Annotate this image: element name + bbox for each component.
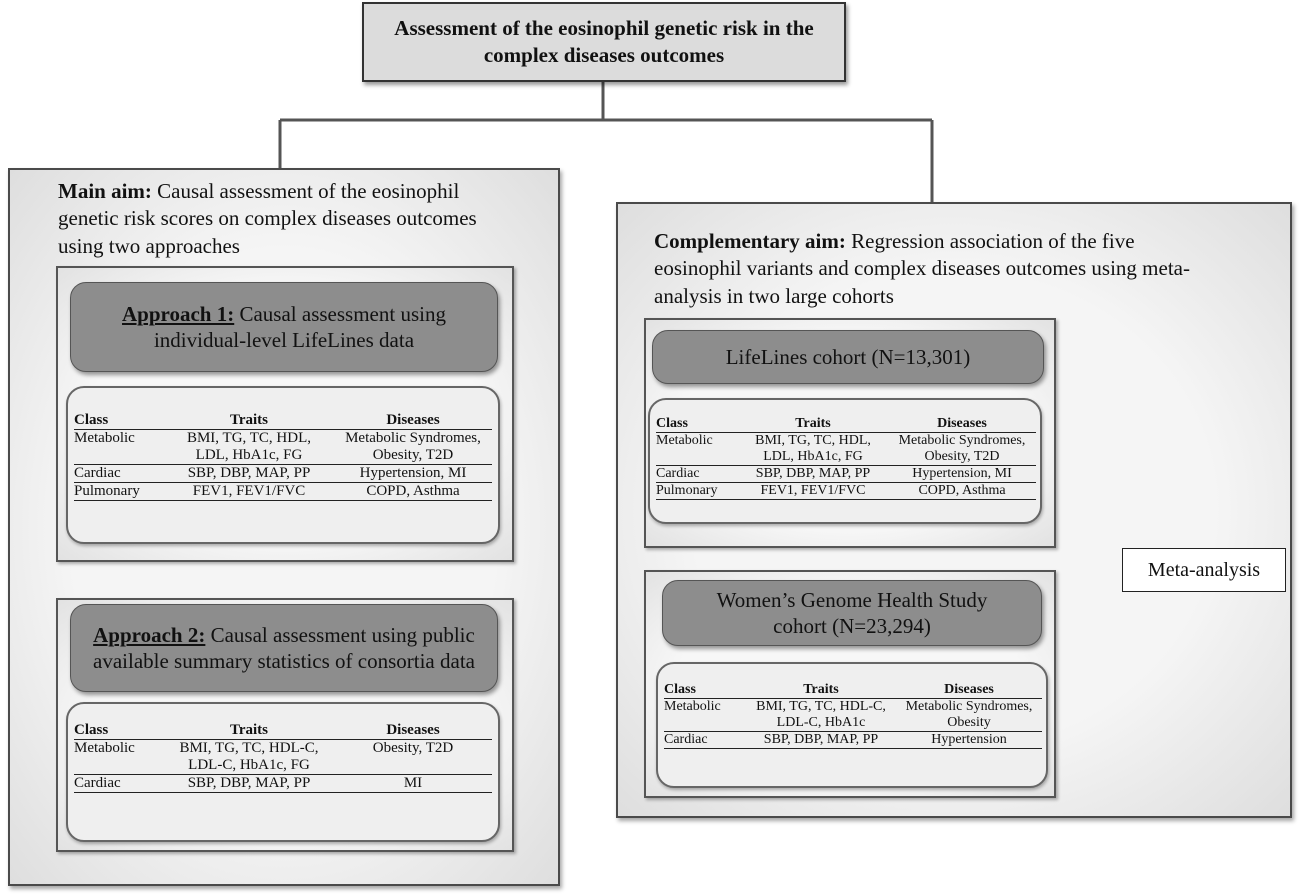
traits-cell: SBP, DBP, MAP, PP [755, 466, 871, 481]
table-header-row [664, 682, 1042, 699]
class-cell: Pulmonary [656, 483, 718, 498]
diseases-cell: Hypertension [931, 732, 1007, 747]
approach2-table [74, 722, 492, 793]
table-header-row [74, 412, 492, 430]
class-cell: Metabolic [74, 740, 135, 756]
diseases-cell: COPD, Asthma [918, 483, 1006, 498]
traits-cell: SBP, DBP, MAP, PP [187, 775, 311, 791]
main-aim-text [58, 178, 518, 260]
table-row [656, 482, 1036, 500]
diseases-cell: Metabolic Syndromes, Obesity, T2D [345, 430, 481, 463]
class-cell: Class [656, 416, 688, 431]
class-cell: Class [664, 682, 696, 697]
table-row [664, 699, 1042, 731]
wghs-header [662, 580, 1042, 646]
main-aim-body: Causal assessment of the eosinophil genetic risk scores on complex diseases outcomes using two approaches [58, 179, 477, 258]
diseases-cell: MI [403, 775, 423, 791]
traits-cell: SBP, DBP, MAP, PP [763, 732, 879, 747]
lifelines-title: LifeLines cohort (N=13,301) [725, 344, 971, 369]
complementary-aim-label: Complementary aim: [654, 229, 846, 253]
table-header-row [656, 416, 1036, 433]
wghs-table [664, 682, 1042, 749]
diseases-cell: Diseases [386, 412, 440, 428]
table-row [656, 465, 1036, 482]
traits-cell: BMI, TG, TC, HDL-C, LDL-C, HbA1c, FG [179, 740, 319, 773]
traits-cell: BMI, TG, TC, HDL, LDL, HbA1c, FG [755, 433, 871, 464]
diseases-cell: Diseases [386, 722, 440, 738]
lifelines-table [656, 416, 1036, 500]
class-cell: Metabolic [656, 433, 713, 448]
table-row [74, 430, 492, 464]
diseases-cell: Obesity, T2D [372, 740, 454, 756]
approach2-header [70, 604, 498, 692]
approach1-header [70, 282, 498, 372]
class-cell: Metabolic [74, 430, 135, 446]
table-row [74, 482, 492, 501]
traits-cell: Traits [803, 682, 839, 697]
complementary-aim-body: Regression association of the five eosinophil variants and complex diseases outcomes using meta-analysis in two large cohorts [654, 229, 1190, 308]
table-row [74, 740, 492, 774]
traits-cell: Traits [229, 412, 269, 428]
table-row [74, 464, 492, 482]
class-cell: Class [74, 722, 109, 738]
meta-analysis-box [1122, 548, 1286, 592]
traits-cell: BMI, TG, TC, HDL-C, LDL-C, HbA1c [756, 699, 886, 730]
traits-cell: Traits [229, 722, 269, 738]
approach2-label: Approach 2: [93, 622, 206, 647]
lifelines-header [652, 330, 1044, 384]
traits-cell: BMI, TG, TC, HDL, LDL, HbA1c, FG [186, 430, 312, 463]
traits-cell: Traits [795, 416, 831, 431]
diseases-cell: Metabolic Syndromes, Obesity [905, 699, 1033, 730]
diseases-cell: Metabolic Syndromes, Obesity, T2D [898, 433, 1026, 464]
diseases-cell: Hypertension, MI [912, 466, 1012, 481]
meta-analysis-label: Meta-analysis [1147, 558, 1261, 581]
table-row [664, 731, 1042, 749]
approach2-text: Causal assessment using public available summary statistics of consortia data [93, 622, 475, 673]
traits-cell: SBP, DBP, MAP, PP [187, 465, 311, 481]
class-cell: Cardiac [74, 465, 121, 481]
table-row [74, 774, 492, 793]
approach1-table [74, 412, 492, 501]
class-cell: Cardiac [656, 466, 700, 481]
traits-cell: FEV1, FEV1/FVC [760, 483, 866, 498]
approach1-label: Approach 1: [122, 301, 235, 326]
diagram-title-text: Assessment of the eosinophil genetic risk in the complex diseases outcomes [394, 15, 814, 67]
class-cell: Metabolic [664, 699, 721, 714]
table-header-row [74, 722, 492, 740]
diseases-cell: COPD, Asthma [366, 483, 460, 499]
class-cell: Cardiac [664, 732, 708, 747]
main-aim-label: Main aim: [58, 179, 152, 203]
class-cell: Pulmonary [74, 483, 140, 499]
traits-cell: FEV1, FEV1/FVC [192, 483, 306, 499]
class-cell: Cardiac [74, 775, 121, 791]
complementary-aim-text [654, 228, 1224, 310]
diseases-cell: Diseases [937, 416, 987, 431]
wghs-title: Women’s Genome Health Study cohort (N=23,294) [716, 587, 988, 638]
diseases-cell: Diseases [944, 682, 994, 697]
approach1-text: Causal assessment using individual-level LifeLines data [153, 301, 446, 352]
diseases-cell: Hypertension, MI [359, 465, 467, 481]
class-cell: Class [74, 412, 109, 428]
diagram-title [362, 2, 846, 82]
table-row [656, 433, 1036, 465]
